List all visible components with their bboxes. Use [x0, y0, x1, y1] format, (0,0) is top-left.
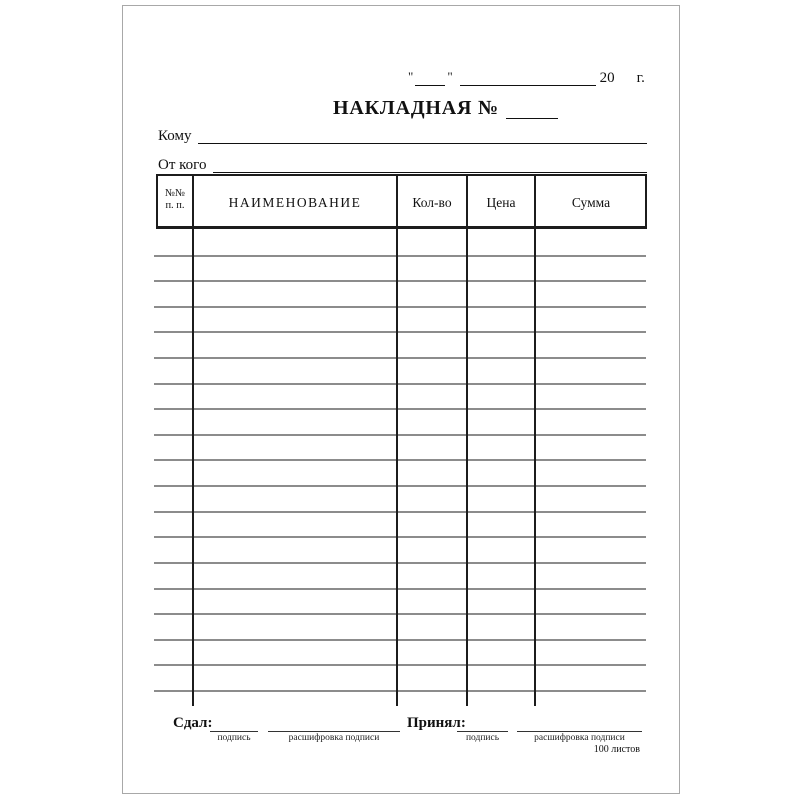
- date-year-unit: г.: [636, 70, 645, 86]
- table-row-line: [154, 280, 646, 282]
- table-column-line-4: [534, 175, 536, 706]
- month-blank-line: [460, 71, 596, 86]
- date-open-quote: ": [408, 69, 414, 84]
- column-header-num-line1: №№: [164, 188, 186, 199]
- gave-signature-decode-blank: [268, 712, 400, 743]
- table-row-line: [154, 485, 646, 487]
- column-header-name: НАИМЕНОВАНИЕ: [228, 195, 362, 210]
- gave-signature-decode-caption: расшифровка подписи: [288, 733, 380, 743]
- table-row-line: [154, 690, 646, 692]
- recipient-blank-line: [198, 128, 647, 144]
- page-title: НАКЛАДНАЯ №: [333, 97, 499, 119]
- received-label: Принял:: [407, 715, 466, 731]
- sheets-count-note: 100 листов: [593, 744, 640, 755]
- column-header-num-line2: п. п.: [165, 200, 185, 211]
- date-century: 20: [599, 70, 615, 86]
- received-signature-caption: подпись: [465, 733, 500, 743]
- column-header-num: [157, 188, 193, 212]
- recipient-label: Кому: [158, 128, 192, 144]
- table-row-line: [154, 588, 646, 590]
- table-row-line: [154, 383, 646, 385]
- gave-signature-caption: подпись: [217, 733, 251, 743]
- table-row-line: [154, 331, 646, 333]
- table-row-line: [154, 536, 646, 538]
- table-row-line: [154, 562, 646, 564]
- invoice-number-blank-line: [506, 100, 558, 119]
- sender-label: От кого: [158, 157, 207, 173]
- table-row-line: [154, 306, 646, 308]
- column-header-sum: Сумма: [571, 195, 611, 210]
- gave-signature-blank: [210, 712, 258, 743]
- paper-sheet: [122, 5, 680, 794]
- table-row-line: [154, 664, 646, 666]
- column-header-qty: Кол-во: [412, 195, 452, 210]
- table-column-line-2: [396, 175, 398, 706]
- date-close-quote: ": [447, 69, 453, 84]
- table-column-line-3: [466, 175, 468, 706]
- table-row-line: [154, 639, 646, 641]
- table-row-line: [154, 357, 646, 359]
- table-row-line: [154, 408, 646, 410]
- table-row-line: [154, 255, 646, 257]
- form-title-row: [333, 97, 558, 119]
- received-signature-decode-blank: [517, 712, 642, 743]
- table-row-line: [154, 613, 646, 615]
- table-column-line-1: [192, 175, 194, 706]
- recipient-row: [158, 127, 647, 144]
- table-row-line: [154, 459, 646, 461]
- day-blank-line: [415, 71, 445, 86]
- sender-row: [158, 156, 647, 173]
- date-line: [408, 68, 648, 86]
- sender-blank-line: [213, 157, 647, 173]
- received-signature-decode-caption: расшифровка подписи: [534, 733, 625, 743]
- received-signature-blank: [457, 712, 508, 743]
- table-row-line: [154, 434, 646, 436]
- column-header-price: Цена: [486, 195, 516, 210]
- table-row-line: [154, 511, 646, 513]
- gave-label: Сдал:: [173, 715, 213, 731]
